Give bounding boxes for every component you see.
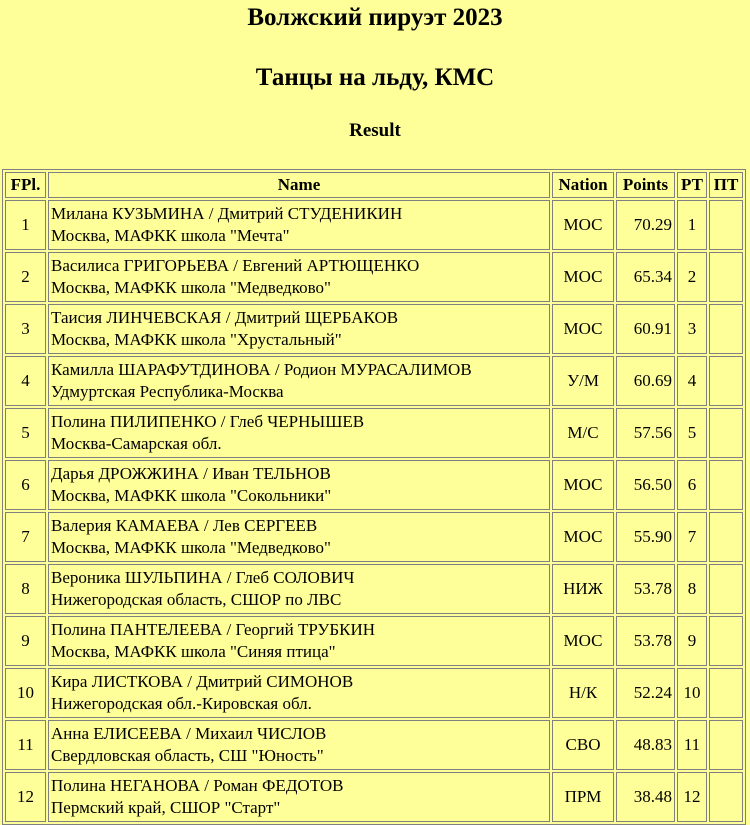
points-cell: 70.29 [616, 200, 675, 250]
name-cell [48, 356, 550, 406]
page-header [0, 0, 750, 161]
placement-cell: 4 [5, 356, 46, 406]
table-row [5, 564, 743, 614]
pt-cell: 5 [677, 408, 707, 458]
table-row [5, 304, 743, 354]
placement-cell: 3 [5, 304, 46, 354]
club-name: Удмуртская Республика-Москва [51, 382, 284, 401]
nation-cell: МОС [552, 304, 614, 354]
couple-names: Полина ПИЛИПЕНКО / Глеб ЧЕРНЫШЕВ [51, 412, 365, 431]
couple-names: Валерия КАМАЕВА / Лев СЕРГЕЕВ [51, 516, 318, 535]
pt2-cell [709, 772, 743, 822]
table-row [5, 616, 743, 666]
nation-cell: Н/К [552, 668, 614, 718]
table-row [5, 512, 743, 562]
points-cell: 60.91 [616, 304, 675, 354]
column-header-fpl: FPl. [5, 172, 46, 198]
name-cell [48, 668, 550, 718]
placement-cell: 9 [5, 616, 46, 666]
couple-names: Вероника ШУЛЬПИНА / Глеб СОЛОВИЧ [51, 568, 355, 587]
nation-cell: МОС [552, 252, 614, 302]
points-cell: 53.78 [616, 564, 675, 614]
points-cell: 65.34 [616, 252, 675, 302]
pt-cell: 8 [677, 564, 707, 614]
couple-names: Полина НЕГАНОВА / Роман ФЕДОТОВ [51, 776, 344, 795]
points-cell: 57.56 [616, 408, 675, 458]
couple-names: Кира ЛИСТКОВА / Дмитрий СИМОНОВ [51, 672, 354, 691]
couple-names: Камилла ШАРАФУТДИНОВА / Родион МУРАСАЛИМОВ [51, 360, 472, 379]
name-cell [48, 304, 550, 354]
placement-cell: 1 [5, 200, 46, 250]
name-cell [48, 720, 550, 770]
pt-cell: 4 [677, 356, 707, 406]
nation-cell: МОС [552, 616, 614, 666]
name-cell [48, 616, 550, 666]
points-cell: 52.24 [616, 668, 675, 718]
pt-cell: 7 [677, 512, 707, 562]
nation-cell: МОС [552, 200, 614, 250]
pt2-cell [709, 564, 743, 614]
category-title: Танцы на льду, КМС [255, 64, 495, 91]
points-cell: 56.50 [616, 460, 675, 510]
results-body [5, 200, 743, 822]
club-name: Нижегородская обл.-Кировская обл. [51, 694, 312, 713]
pt2-cell [709, 668, 743, 718]
section-title: Result [349, 120, 401, 141]
placement-cell: 5 [5, 408, 46, 458]
pt2-cell [709, 304, 743, 354]
club-name: Москва, МАФКК школа "Медведково" [51, 538, 331, 557]
placement-cell: 12 [5, 772, 46, 822]
table-row [5, 408, 743, 458]
club-name: Москва, МАФКК школа "Хрустальный" [51, 330, 342, 349]
club-name: Нижегородская область, СШОР по ЛВС [51, 590, 342, 609]
pt-cell: 12 [677, 772, 707, 822]
placement-cell: 8 [5, 564, 46, 614]
nation-cell: У/М [552, 356, 614, 406]
table-row [5, 668, 743, 718]
nation-cell: МОС [552, 512, 614, 562]
points-cell: 38.48 [616, 772, 675, 822]
points-cell: 55.90 [616, 512, 675, 562]
pt-cell: 1 [677, 200, 707, 250]
pt-cell: 9 [677, 616, 707, 666]
pt-cell: 6 [677, 460, 707, 510]
name-cell [48, 772, 550, 822]
table-row [5, 720, 743, 770]
column-header-name: Name [48, 172, 550, 198]
table-row [5, 460, 743, 510]
club-name: Свердловская область, СШ "Юность" [51, 746, 324, 765]
placement-cell: 10 [5, 668, 46, 718]
placement-cell: 2 [5, 252, 46, 302]
pt2-cell [709, 356, 743, 406]
pt2-cell [709, 252, 743, 302]
nation-cell: ПРМ [552, 772, 614, 822]
name-cell [48, 512, 550, 562]
pt-cell: 11 [677, 720, 707, 770]
column-header-pt2: ПТ [709, 172, 743, 198]
table-row [5, 252, 743, 302]
pt2-cell [709, 616, 743, 666]
points-cell: 53.78 [616, 616, 675, 666]
results-table [2, 169, 746, 825]
table-header-row [5, 172, 743, 198]
pt-cell: 10 [677, 668, 707, 718]
points-cell: 60.69 [616, 356, 675, 406]
name-cell [48, 564, 550, 614]
nation-cell: МОС [552, 460, 614, 510]
table-row [5, 200, 743, 250]
event-title: Волжский пируэт 2023 [247, 4, 503, 31]
club-name: Москва-Самарская обл. [51, 434, 222, 453]
pt-cell: 2 [677, 252, 707, 302]
club-name: Москва, МАФКК школа "Синяя птица" [51, 642, 336, 661]
name-cell [48, 200, 550, 250]
pt2-cell [709, 720, 743, 770]
couple-names: Дарья ДРОЖЖИНА / Иван ТЕЛЬНОВ [51, 464, 331, 483]
club-name: Москва, МАФКК школа "Сокольники" [51, 486, 332, 505]
couple-names: Анна ЕЛИСЕЕВА / Михаил ЧИСЛОВ [51, 724, 327, 743]
table-row [5, 356, 743, 406]
club-name: Москва, МАФКК школа "Медведково" [51, 278, 331, 297]
placement-cell: 6 [5, 460, 46, 510]
table-row [5, 772, 743, 822]
nation-cell: СВО [552, 720, 614, 770]
nation-cell: НИЖ [552, 564, 614, 614]
pt2-cell [709, 200, 743, 250]
pt2-cell [709, 512, 743, 562]
pt-cell: 3 [677, 304, 707, 354]
couple-names: Милана КУЗЬМИНА / Дмитрий СТУДЕНИКИН [51, 204, 403, 223]
couple-names: Василиса ГРИГОРЬЕВА / Евгений АРТЮЩЕНКО [51, 256, 420, 275]
placement-cell: 7 [5, 512, 46, 562]
name-cell [48, 252, 550, 302]
club-name: Москва, МАФКК школа "Мечта" [51, 226, 290, 245]
club-name: Пермский край, СШОР "Старт" [51, 798, 281, 817]
column-header-points: Points [616, 172, 675, 198]
name-cell [48, 408, 550, 458]
couple-names: Таисия ЛИНЧЕВСКАЯ / Дмитрий ЩЕРБАКОВ [51, 308, 399, 327]
nation-cell: М/С [552, 408, 614, 458]
points-cell: 48.83 [616, 720, 675, 770]
pt2-cell [709, 408, 743, 458]
column-header-pt: РТ [677, 172, 707, 198]
placement-cell: 11 [5, 720, 46, 770]
column-header-nation: Nation [552, 172, 614, 198]
name-cell [48, 460, 550, 510]
couple-names: Полина ПАНТЕЛЕЕВА / Георгий ТРУБКИН [51, 620, 376, 639]
pt2-cell [709, 460, 743, 510]
